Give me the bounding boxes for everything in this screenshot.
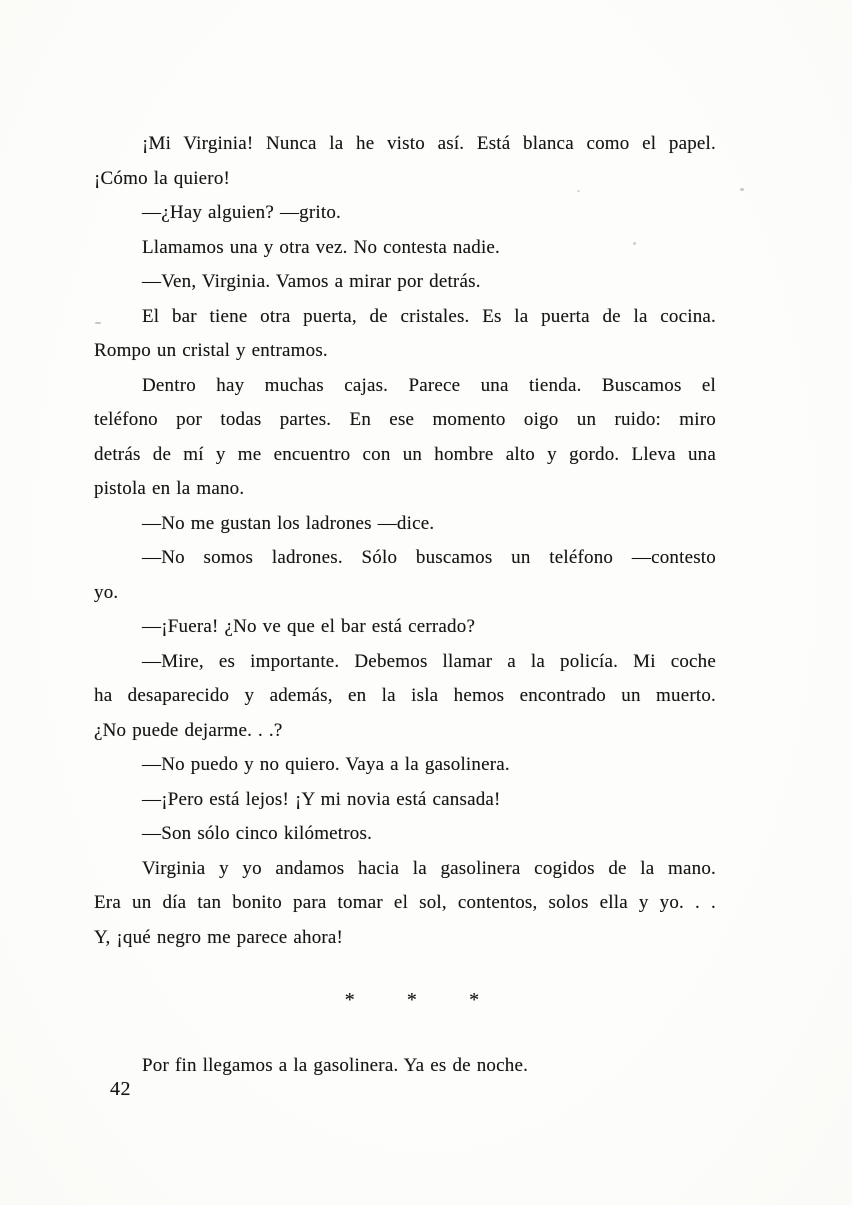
text-line: Era un día tan bonito para tomar el sol, contentos, solos ella y yo. . . [94,892,716,913]
scan-speck [740,188,744,191]
text-line: —Son sólo cinco kilómetros. [142,823,373,844]
text-line: —Mire, es importante. Debemos llamar a la policía. Mi coche [142,650,716,672]
text-line: yo. [94,581,119,603]
scan-speck [577,190,580,192]
text-line: ¡Cómo la quiero! [94,167,231,189]
text-line: Y, ¡qué negro me parece ahora! [94,926,344,948]
asterisk-glyph: * [406,989,418,1011]
text-line: Dentro hay muchas cajas. Parece una tienda. Buscamos el [142,374,716,396]
text-line: Virginia y yo andamos hacia la gasolinera cogidos de la mano. [142,857,716,879]
text-line: detrás de mí y me encuentro con un hombre alto y gordo. Lleva una [94,443,716,465]
text-line: —No me gustan los ladrones —dice. [142,512,435,534]
text-block [94,127,716,1083]
text-line: Llamamos una y otra vez. No contesta nadie. [142,236,501,258]
text-line: ¿No puede dejarme. . .? [94,719,283,741]
scan-speck [633,242,636,245]
scan-speck [95,322,101,324]
text-line: —No somos ladrones. Sólo buscamos un teléfono —contesto [142,547,716,568]
text-line: Rompo un cristal y entramos. [94,340,328,361]
text-line: Por fin llegamos a la gasolinera. Ya es de noche. [142,1054,529,1076]
asterisk-glyph: * [469,989,480,1011]
section-separator [108,983,716,1018]
text-line: —Ven, Virginia. Vamos a mirar por detrás. [142,271,481,292]
text-line: ha desaparecido y además, en la isla hemos encontrado un muerto. [94,685,716,706]
text-line: —¿Hay alguien? —grito. [142,202,341,223]
page-number: 42 [110,1078,131,1100]
asterisk-glyph: * [344,989,355,1011]
text-line: —¡Fuera! ¿No ve que el bar está cerrado? [142,616,476,637]
text-line: pistola en la mano. [94,478,245,499]
text-line: —No puedo y no quiero. Vaya a la gasolinera. [142,754,510,775]
text-line: teléfono por todas partes. En ese momento oigo un ruido: miro [94,409,716,430]
text-line: ¡Mi Virginia! Nunca la he visto así. Está blanca como el papel. [142,133,716,154]
text-line: —¡Pero está lejos! ¡Y mi novia está cansada! [142,788,501,810]
text-line: El bar tiene otra puerta, de cristales. Es la puerta de la cocina. [142,305,716,327]
